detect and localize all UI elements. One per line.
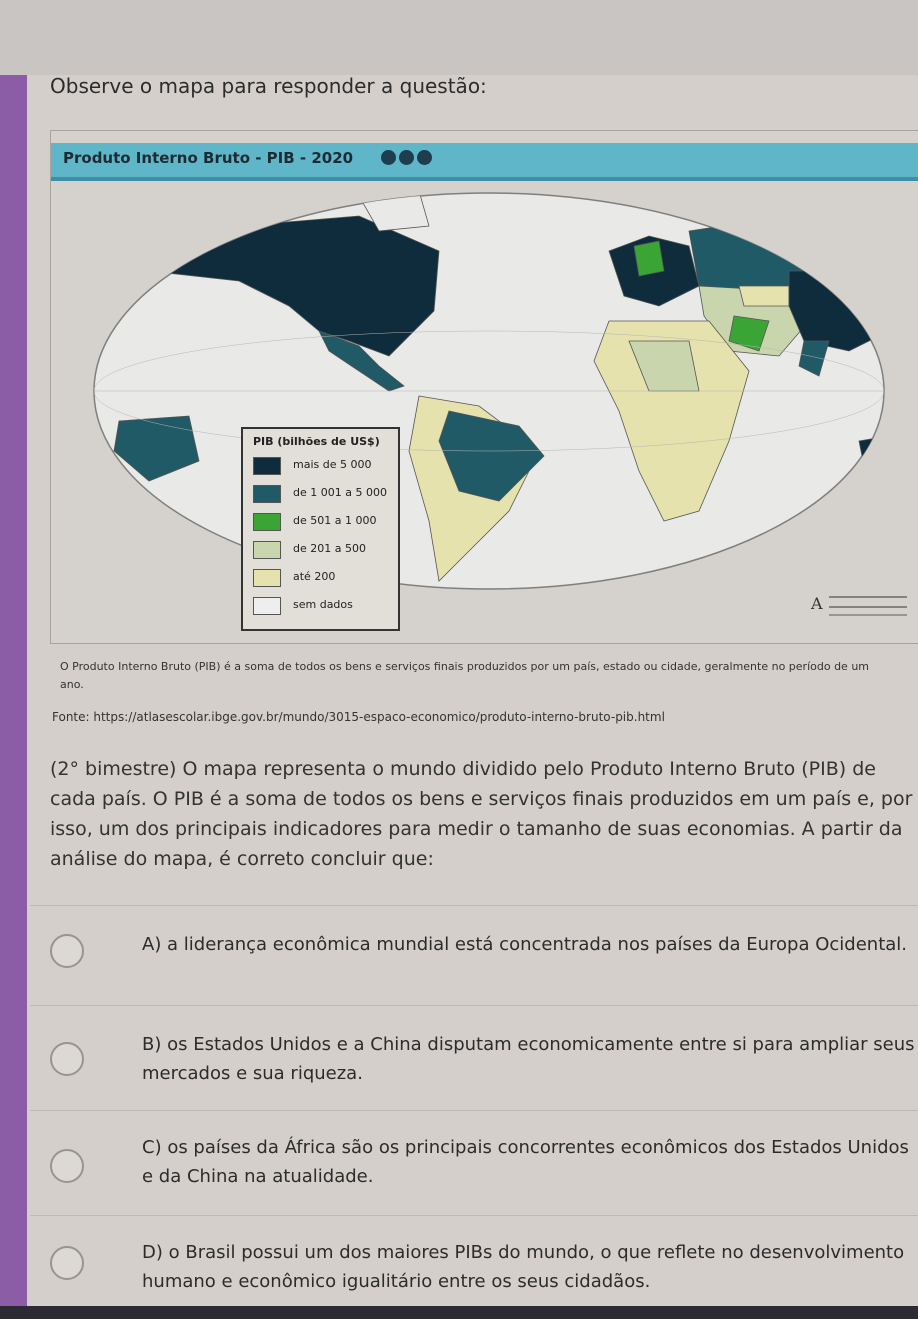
legend-swatch	[253, 597, 281, 615]
legend-label: mais de 5 000	[293, 458, 372, 471]
legend-item	[253, 457, 393, 475]
legend-label: até 200	[293, 570, 336, 583]
option-b-text[interactable]: B) os Estados Unidos e a China disputam economicamente entre si para ampliar seus mercados e sua riqueza.	[142, 1034, 915, 1084]
title-underline	[51, 177, 918, 181]
legend-item	[253, 541, 393, 559]
radio-option-d[interactable]	[50, 1246, 84, 1280]
option-d-text[interactable]: D) o Brasil possui um dos maiores PIBs do mundo, o que reflete no desenvolvimento humano e econômico igualitário entre os seus cidadãos.	[142, 1242, 905, 1292]
figure-caption: O Produto Interno Bruto (PIB) é a soma de todos os bens e serviços finais produzidos por um país, estado ou cidade, geralmente no período de um ano.	[60, 660, 870, 691]
map-scale-icon	[809, 589, 909, 621]
legend-swatch	[253, 569, 281, 587]
option-c-text[interactable]: C) os países da África são os principais concorrentes econômicos dos Estados Unidos e da China na atualidade.	[142, 1137, 909, 1187]
legend-item	[253, 569, 393, 587]
legend-item	[253, 485, 393, 503]
legend-title: PIB (bilhões de US$)	[253, 435, 380, 448]
radio-option-a[interactable]	[50, 934, 84, 968]
map-legend	[241, 427, 400, 631]
legend-item	[253, 597, 393, 615]
creative-commons-icon	[381, 150, 435, 169]
option-c[interactable]	[30, 1110, 918, 1211]
option-d[interactable]	[30, 1215, 918, 1316]
legend-item	[253, 513, 393, 531]
legend-label: de 1 001 a 5 000	[293, 486, 387, 499]
map-figure	[50, 130, 918, 644]
left-accent-strip	[0, 75, 27, 1319]
world-map	[89, 191, 889, 621]
question-text: (2° bimestre) O mapa representa o mundo dividido pelo Produto Interno Bruto (PIB) de cada país. O PIB é a soma de todos os bens e serviços finais produzidos em um país e, por isso, um dos principais indicadores para medir o tamanho de suas economias. A partir da análise do mapa, é correto concluir que:	[50, 758, 913, 870]
legend-label: de 201 a 500	[293, 542, 366, 555]
option-a-text[interactable]: A) a liderança econômica mundial está concentrada nos países da Europa Ocidental.	[142, 934, 908, 955]
intro-text: Observe o mapa para responder a questão:	[50, 74, 487, 98]
radio-option-c[interactable]	[50, 1149, 84, 1183]
source-link[interactable]: Fonte: https://atlasescolar.ibge.gov.br/mundo/3015-espaco-economico/produto-interno-bruto-pib.html	[52, 710, 665, 724]
legend-swatch	[253, 485, 281, 503]
figure-title: Produto Interno Bruto - PIB - 2020	[63, 149, 354, 167]
option-a[interactable]	[30, 905, 918, 1006]
legend-label: de 501 a 1 000	[293, 514, 377, 527]
radio-option-b[interactable]	[50, 1042, 84, 1076]
top-band	[0, 0, 918, 75]
legend-swatch	[253, 541, 281, 559]
legend-swatch	[253, 513, 281, 531]
figure-title-bar	[51, 143, 918, 177]
legend-swatch	[253, 457, 281, 475]
bottom-bar	[0, 1306, 918, 1319]
option-b[interactable]	[30, 1005, 918, 1106]
legend-label: sem dados	[293, 598, 353, 611]
svg-text:A: A	[811, 594, 823, 613]
